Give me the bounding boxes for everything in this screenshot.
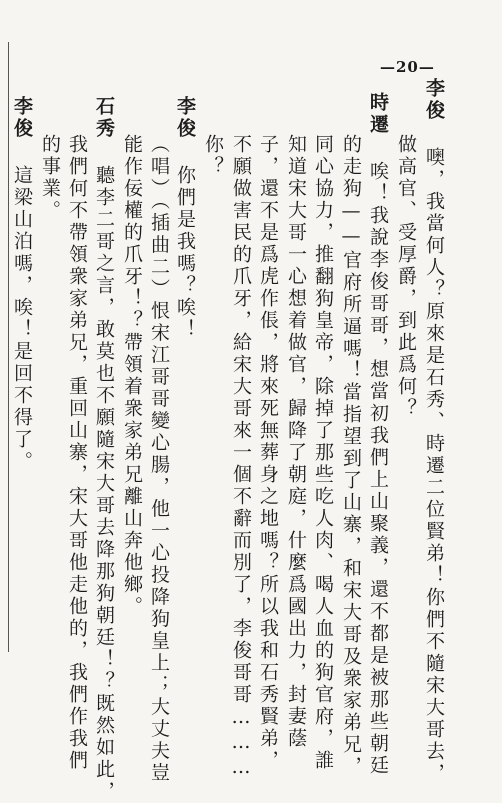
- dialogue-text: 子，還不是爲虎作倀，將來死無葬身之地嗎？所以我和石秀賢弟，: [257, 134, 279, 772]
- dialogue-text: 聽李二哥之言，敢莫也不願隨宋大哥去降那狗朝廷！？既然如此，: [93, 165, 115, 803]
- text-column: [203, 134, 222, 178]
- dialogue-text: （唱）（插曲二）恨宋江哥哥變心腸，他一心投降狗皇上；大丈夫豈: [148, 134, 170, 785]
- dialogue-text: 的事業。: [39, 134, 61, 222]
- text-column: [286, 134, 305, 750]
- text-column: [40, 134, 59, 222]
- dialogue-text: 我們何不帶領衆家弟兄，重回山寨，宋大哥他走他的，我們作我們: [66, 134, 88, 772]
- dialogue-text: 能作佞權的爪牙！？帶領着衆家弟兄離山奔他鄉。: [121, 134, 143, 618]
- dialogue-text: 的走狗——官府所逼嗎！當指望到了山寨，和宋大哥及衆家弟兄，: [340, 134, 362, 778]
- speaker-name: 石秀: [93, 96, 115, 140]
- dialogue-text: 你？: [202, 134, 224, 178]
- text-column: [424, 78, 443, 785]
- dialogue-text: 唉！我說李俊哥哥，想當初我們上山聚義，還不都是被那些朝廷: [367, 161, 389, 777]
- speaker-name: 李俊: [11, 96, 33, 140]
- text-column: [122, 134, 141, 618]
- text-column: [396, 134, 415, 420]
- text-column: [149, 134, 168, 785]
- text-column: [313, 134, 332, 772]
- dialogue-text: 不願做害民的爪牙，給宋大哥來一個不辭而別了，李俊哥哥………: [230, 134, 252, 781]
- page-number: —20—: [380, 58, 435, 76]
- text-column: [258, 134, 277, 772]
- text-column: [368, 92, 387, 777]
- text-column: [12, 96, 31, 473]
- speaker-name: 時遷: [367, 92, 389, 136]
- text-column: [231, 134, 250, 781]
- text-column: [94, 96, 113, 803]
- text-column: [341, 134, 360, 778]
- binding-edge-line: [8, 42, 9, 652]
- speaker-name: 李俊: [423, 78, 445, 122]
- dialogue-text: 你們是我嗎？唉！: [174, 165, 196, 341]
- speaker-name: 李俊: [174, 96, 196, 140]
- dialogue-text: 同心協力，推翻狗皇帝，除掉了那些吃人肉、喝人血的狗官府，誰: [312, 134, 334, 772]
- dialogue-text: 這梁山泊嗎，唉！是回不得了。: [11, 165, 33, 473]
- text-column: [67, 134, 86, 772]
- dialogue-text: 知道宋大哥一心想着做官，歸降了朝庭，什麼爲國出力，封妻蔭: [285, 134, 307, 750]
- dialogue-text: 噢，我當何人？原來是石秀、時遷二位賢弟！你們不隨宋大哥去，: [423, 147, 445, 785]
- dialogue-text: 做高官、受厚爵，到此爲何？: [395, 134, 417, 420]
- text-column: [175, 96, 194, 341]
